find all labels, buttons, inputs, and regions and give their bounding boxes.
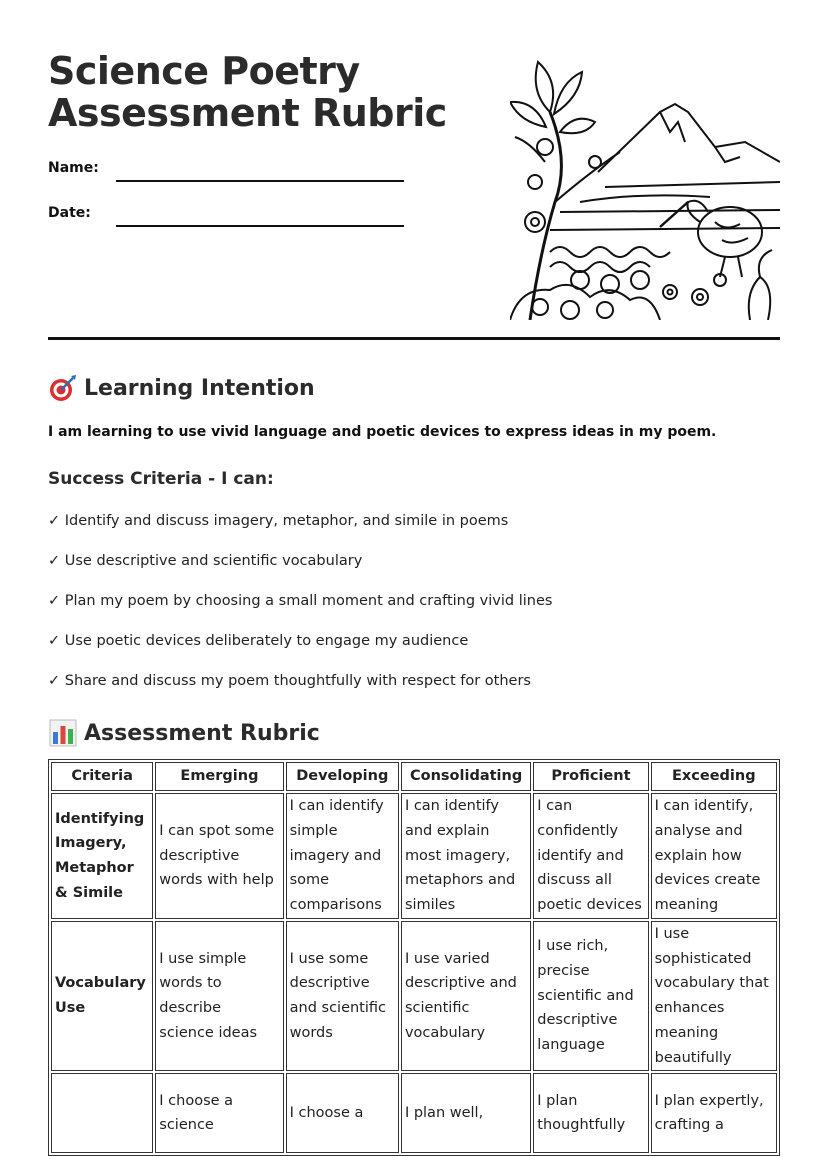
table-cell: I use sophisticated vocabulary that enhances meaning beautifully <box>651 921 777 1071</box>
title-line-2: Assessment Rubric <box>48 91 447 135</box>
row-criterion: Identifying Imagery, Metaphor & Simile <box>51 793 153 919</box>
table-cell: I choose a science <box>155 1073 283 1153</box>
success-criterion: ✓ Share and discuss my poem thoughtfully with respect for others <box>48 673 531 689</box>
row-criterion <box>51 1073 153 1153</box>
table-row <box>51 921 777 1071</box>
rubric-title: Assessment Rubric <box>84 720 320 746</box>
table-row <box>51 793 777 919</box>
rubric-heading <box>48 718 320 748</box>
success-criteria-heading: Success Criteria - I can: <box>48 469 274 489</box>
column-header: Developing <box>286 762 399 791</box>
column-header: Emerging <box>155 762 283 791</box>
table-cell: I plan expertly, crafting a <box>651 1073 777 1153</box>
table-cell: I can identify and explain most imagery, metaphors and similes <box>401 793 531 919</box>
success-criterion: ✓ Use poetic devices deliberately to engage my audience <box>48 633 469 649</box>
success-criterion: ✓ Plan my poem by choosing a small moment and crafting vivid lines <box>48 593 553 609</box>
header-divider <box>48 337 780 340</box>
learning-intention-title: Learning Intention <box>84 375 315 401</box>
table-cell: I can identify simple imagery and some comparisons <box>286 793 399 919</box>
table-cell: I can identify, analyse and explain how devices create meaning <box>651 793 777 919</box>
column-header: Criteria <box>51 762 153 791</box>
page-header <box>48 50 780 340</box>
rubric-header-row <box>51 762 777 791</box>
learning-intention-heading <box>48 373 315 403</box>
column-header: Proficient <box>533 762 648 791</box>
table-cell: I use varied descriptive and scientific vocabulary <box>401 921 531 1071</box>
rubric-table <box>48 759 780 1139</box>
table-row <box>51 1073 777 1153</box>
column-header: Consolidating <box>401 762 531 791</box>
table-cell: I plan thoughtfully <box>533 1073 648 1153</box>
target-dart-icon <box>48 373 78 403</box>
nature-illustration <box>510 52 780 320</box>
table-cell: I can spot some descriptive words with help <box>155 793 283 919</box>
success-criterion: ✓ Use descriptive and scientific vocabulary <box>48 553 363 569</box>
table-cell: I can confidently identify and discuss all poetic devices <box>533 793 648 919</box>
learning-statement: I am learning to use vivid language and poetic devices to express ideas in my poem. <box>48 424 717 440</box>
bar-chart-icon <box>48 718 78 748</box>
column-header: Exceeding <box>651 762 777 791</box>
name-field[interactable] <box>116 180 404 182</box>
table-cell: I choose a <box>286 1073 399 1153</box>
date-label: Date: <box>48 205 91 221</box>
page-title <box>48 50 447 134</box>
date-field[interactable] <box>116 225 404 227</box>
table-cell: I use simple words to describe science ideas <box>155 921 283 1071</box>
row-criterion: Vocabulary Use <box>51 921 153 1071</box>
table-cell: I plan well, <box>401 1073 531 1153</box>
table-cell: I use some descriptive and scientific words <box>286 921 399 1071</box>
name-label: Name: <box>48 160 99 176</box>
title-line-1: Science Poetry <box>48 49 360 93</box>
table-cell: I use rich, precise scientific and descriptive language <box>533 921 648 1071</box>
success-criterion: ✓ Identify and discuss imagery, metaphor, and simile in poems <box>48 513 509 529</box>
